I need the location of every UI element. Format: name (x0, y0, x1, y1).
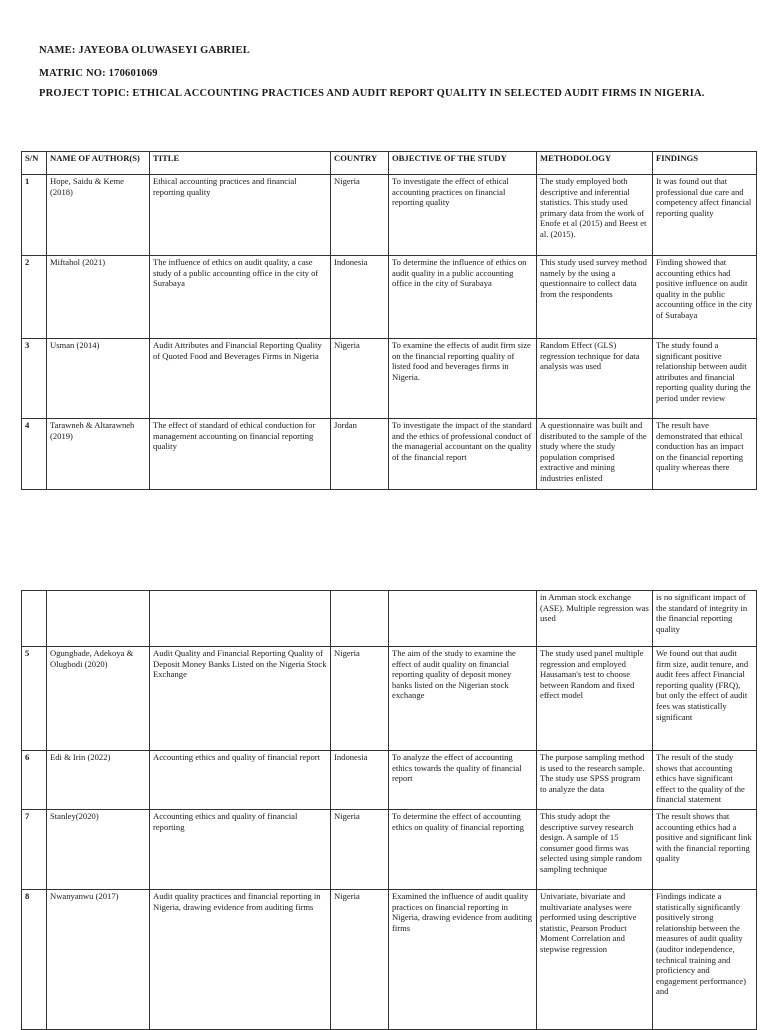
column-header-findings: FINDINGS (653, 152, 757, 175)
row-title: Accounting ethics and quality of financial reporting (150, 810, 331, 890)
row-findings: Finding showed that accounting ethics had positive influence on audit quality in the public accounting office in the city of Surabaya (653, 256, 757, 339)
row-author: Miftahol (2021) (47, 256, 150, 339)
table-row (22, 175, 757, 256)
row-findings: The study found a significant positive relationship between audit attributes and financial reporting quality during the period under review (653, 339, 757, 419)
row-findings: The result have demonstrated that ethical conduction has an impact on the financial reporting quality whereas there (653, 419, 757, 490)
row-title: Audit Attributes and Financial Reporting Quality of Quoted Food and Beverages Firms in Nigeria (150, 339, 331, 419)
row-sn: 1 (22, 175, 47, 256)
table-row (22, 419, 757, 490)
project-topic: PROJECT TOPIC: ETHICAL ACCOUNTING PRACTICES AND AUDIT REPORT QUALITY IN SELECTED AUDIT FIRMS IN NIGERIA. (39, 88, 705, 99)
row-author: Nwanyanwu (2017) (47, 890, 150, 1030)
row-title (150, 591, 331, 647)
row-sn (22, 591, 47, 647)
column-header-country: COUNTRY (331, 152, 389, 175)
column-header-sn: S/N (22, 152, 47, 175)
row-country: Nigeria (331, 175, 389, 256)
row-author: Ogungbade, Adekoya & Olugbodi (2020) (47, 647, 150, 751)
table-row (22, 256, 757, 339)
row-sn: 2 (22, 256, 47, 339)
row-author: Stanley(2020) (47, 810, 150, 890)
column-header-author: NAME OF AUTHOR(S) (47, 152, 150, 175)
row-country: Indonesia (331, 751, 389, 810)
matric-number: MATRIC NO: 170601069 (39, 68, 158, 79)
row-country: Nigeria (331, 647, 389, 751)
column-header-title: TITLE (150, 152, 331, 175)
table-row (22, 751, 757, 810)
row-findings: Findings indicate a statistically significantly positively strong relationship between the measures of audit quality (auditor independence, technical training and proficiency and engagement performance) and (653, 890, 757, 1030)
table-row (22, 647, 757, 751)
row-sn: 6 (22, 751, 47, 810)
row-country: Nigeria (331, 810, 389, 890)
literature-table-page-1 (21, 151, 757, 490)
student-name: NAME: JAYEOBA OLUWASEYI GABRIEL (39, 45, 250, 56)
row-objective: To analyze the effect of accounting ethics towards the quality of financial report (389, 751, 537, 810)
row-title: Audit quality practices and financial reporting in Nigeria, drawing evidence from auditing firms (150, 890, 331, 1030)
row-methodology: This study used survey method namely by the using a questionnaire to collect data from the respondents (537, 256, 653, 339)
row-findings: We found out that audit firm size, audit tenure, and audit fees affect Financial reporting quality (FRQ), but only the effect of audit fees was statistically significant (653, 647, 757, 751)
row-author (47, 591, 150, 647)
row-objective: Examined the influence of audit quality practices on financial reporting in Nigeria, drawing evidence from auditing firms (389, 890, 537, 1030)
table-row (22, 890, 757, 1030)
row-country: Indonesia (331, 256, 389, 339)
row-sn: 8 (22, 890, 47, 1030)
row-findings: The result shows that accounting ethics had a positive and significant link with the financial reporting quality (653, 810, 757, 890)
row-title: Audit Quality and Financial Reporting Quality of Deposit Money Banks Listed on the Nigeria Stock Exchange (150, 647, 331, 751)
row-methodology: The study used panel multiple regression and employed Hausaman's test to choose between Random and fixed effect model (537, 647, 653, 751)
table-row (22, 339, 757, 419)
row-author: Tarawneh & Altarawneh (2019) (47, 419, 150, 490)
row-findings: It was found out that professional due care and competency affect financial reporting quality (653, 175, 757, 256)
row-objective: To determine the effect of accounting ethics on quality of financial reporting (389, 810, 537, 890)
row-methodology: The purpose sampling method is used to the research sample. The study use SPSS program to analyze the data (537, 751, 653, 810)
row-methodology: Univariate, bivariate and multivariate analyses were performed using descriptive statistic, Pearson Product Moment Correlation and stepwise regression (537, 890, 653, 1030)
row-author: Usman (2014) (47, 339, 150, 419)
row-findings: is no significant impact of the standard of integrity in the financial reporting quality (653, 591, 757, 647)
column-header-objective: OBJECTIVE OF THE STUDY (389, 152, 537, 175)
row-country: Nigeria (331, 339, 389, 419)
row-methodology: A questionnaire was built and distributed to the sample of the study where the study population comprised extractive and mining industries enlisted (537, 419, 653, 490)
row-sn: 7 (22, 810, 47, 890)
table-row (22, 810, 757, 890)
row-methodology: Random Effect (GLS) regression technique for data analysis was used (537, 339, 653, 419)
row-objective: To determine the influence of ethics on audit quality in a public accounting office in the city of Surabaya (389, 256, 537, 339)
row-sn: 4 (22, 419, 47, 490)
row-country: Nigeria (331, 890, 389, 1030)
row-author: Edi & Irin (2022) (47, 751, 150, 810)
row-objective: To investigate the effect of ethical accounting practices on financial reporting quality (389, 175, 537, 256)
row-methodology: in Amman stock exchange (ASE). Multiple regression was used (537, 591, 653, 647)
row-objective: The aim of the study to examine the effect of audit quality on financial reporting quality of deposit money banks listed on the Nigerian stock exchange (389, 647, 537, 751)
table-header-row (22, 152, 757, 175)
row-objective (389, 591, 537, 647)
row-methodology: This study adopt the descriptive survey research design. A sample of 15 consumer good firms was selected using simple random sampling technique (537, 810, 653, 890)
row-objective: To investigate the impact of the standard and the ethics of professional conduct of the managerial accountant on the quality of the financial report (389, 419, 537, 490)
row-methodology: The study employed both descriptive and inferential statistics. This study used primary data from the work of Enofe et al (2015) and Beest et al. (2015). (537, 175, 653, 256)
row-country (331, 591, 389, 647)
row-author: Hope, Saidu & Keme (2018) (47, 175, 150, 256)
row-title: The effect of standard of ethical conduction for management accounting on financial reporting quality (150, 419, 331, 490)
row-sn: 5 (22, 647, 47, 751)
row-title: Accounting ethics and quality of financial report (150, 751, 331, 810)
row-title: Ethical accounting practices and financial reporting quality (150, 175, 331, 256)
row-sn: 3 (22, 339, 47, 419)
table-row-continuation (22, 591, 757, 647)
row-findings: The result of the study shows that accounting ethics have significant effect to the quality of the financial statement (653, 751, 757, 810)
row-objective: To examine the effects of audit firm size on the financial reporting quality of listed food and beverages firms in Nigeria. (389, 339, 537, 419)
row-country: Jordan (331, 419, 389, 490)
row-title: The influence of ethics on audit quality, a case study of a public accounting office in the city of Surabaya (150, 256, 331, 339)
column-header-methodology: METHODOLOGY (537, 152, 653, 175)
literature-table-page-2 (21, 590, 757, 1030)
